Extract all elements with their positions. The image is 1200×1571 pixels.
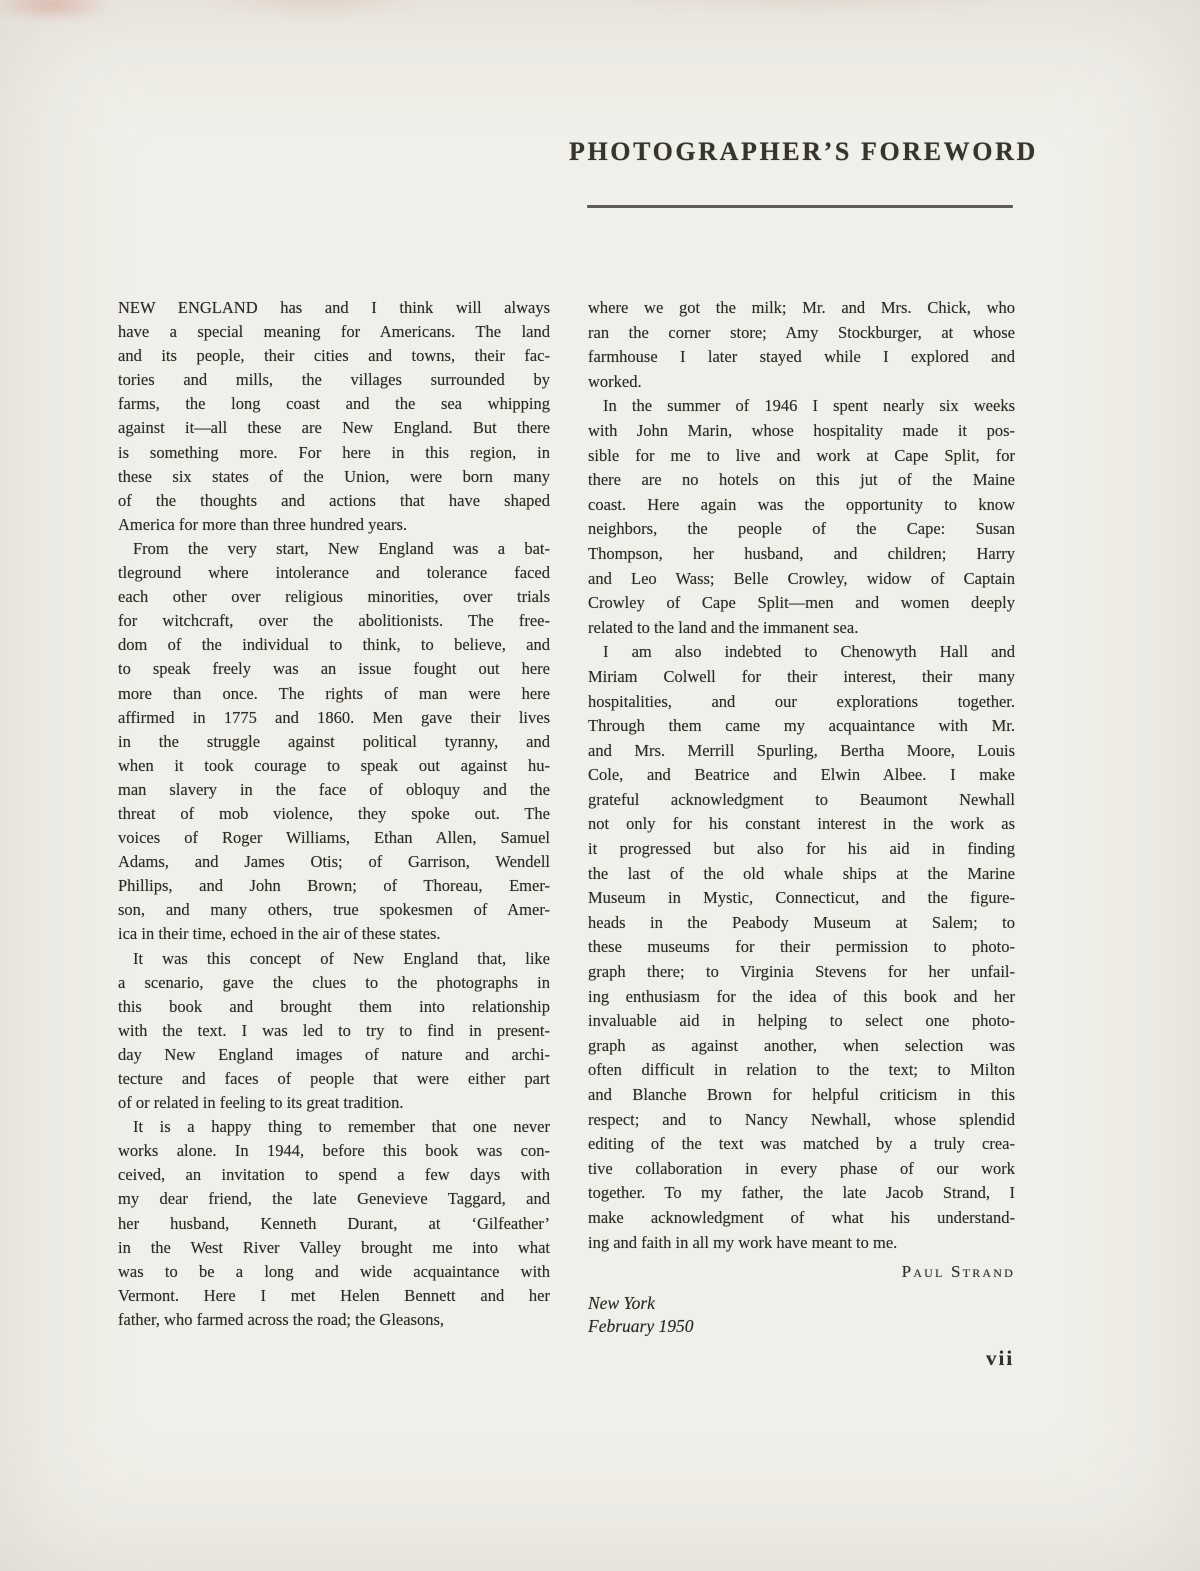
text-line: is something more. For here in this region, in — [118, 442, 550, 462]
paragraph — [118, 947, 550, 1116]
scan-artifact — [200, 0, 430, 16]
text-line: worked. — [588, 371, 642, 391]
paragraph — [118, 1115, 550, 1332]
text-line: coast. Here again was the opportunity to know — [588, 494, 1015, 514]
page-title: PHOTOGRAPHER’S FOREWORD — [569, 137, 1038, 166]
text-line: Thompson, her husband, and children; Harry — [588, 543, 1015, 563]
text-line: of or related in feeling to its great tradition. — [118, 1093, 404, 1113]
paragraph — [118, 537, 550, 947]
text-line: heads in the Peabody Museum at Salem; to — [588, 912, 1015, 932]
text-line: Phillips, and John Brown; of Thoreau, Emer- — [118, 876, 550, 896]
paragraph — [118, 296, 550, 537]
title-rule — [587, 205, 1013, 208]
dateline — [588, 1292, 1015, 1339]
text-line: more than once. The rights of man were here — [118, 683, 550, 703]
text-line: often difficult in relation to the text; to Milton — [588, 1060, 1015, 1080]
text-line: affirmed in 1775 and 1860. Men gave their lives — [118, 707, 550, 727]
text-line: against it—all these are New England. But there — [118, 418, 550, 438]
text-line: threat of mob violence, they spoke out. The — [118, 803, 550, 823]
text-line: Miriam Colwell for their interest, their many — [588, 666, 1015, 686]
dateline-date: February 1950 — [588, 1316, 694, 1337]
text-line: to speak freely was an issue fought out here — [118, 659, 550, 679]
right-column — [588, 296, 1015, 1339]
text-line: each other over religious minorities, over trials — [118, 587, 550, 607]
text-line: together. To my father, the late Jacob Strand, I — [588, 1183, 1015, 1203]
text-line: in the struggle against political tyranny, and — [118, 731, 550, 751]
text-line: not only for his constant interest in the work as — [588, 814, 1015, 834]
text-line: and Mrs. Merrill Spurling, Bertha Moore, Louis — [588, 740, 1015, 760]
author-signature: Paul Strand — [901, 1262, 1015, 1282]
text-line: NEW ENGLAND has and I think will always — [118, 298, 550, 317]
text-line: sible for me to live and work at Cape Split, for — [588, 445, 1015, 465]
text-line: farms, the long coast and the sea whipping — [118, 394, 550, 414]
scan-artifact — [0, 0, 112, 20]
text-line: her husband, Kenneth Durant, at ‘Gilfeather’ — [118, 1213, 550, 1233]
text-line: my dear friend, the late Genevieve Taggard, and — [118, 1189, 550, 1209]
text-line: Cole, and Beatrice and Elwin Albee. I make — [588, 765, 1015, 785]
text-line: man slavery in the face of obloquy and the — [118, 779, 550, 799]
text-line: ing and faith in all my work have meant to me. — [588, 1232, 898, 1252]
text-line: was to be a long and wide acquaintance with — [118, 1261, 550, 1281]
paragraph — [588, 296, 1015, 394]
text-line: ceived, an invitation to spend a few days with — [118, 1165, 550, 1185]
text-line: where we got the milk; Mr. and Mrs. Chick, who — [588, 298, 1015, 317]
text-line: in the West River Valley brought me into what — [118, 1237, 550, 1257]
text-line: for witchcraft, over the abolitionists. The free- — [118, 611, 550, 631]
text-line: hospitalities, and our explorations together. — [588, 691, 1015, 711]
text-line: there are no hotels on this jut of the Maine — [588, 470, 1015, 490]
text-line: In the summer of 1946 I spent nearly six weeks — [603, 396, 1015, 416]
text-line: tecture and faces of people that were either part — [118, 1069, 550, 1088]
text-line: editing of the text was matched by a truly crea- — [588, 1134, 1015, 1154]
text-line: Adams, and James Otis; of Garrison, Wendell — [118, 852, 550, 872]
text-line: Crowley of Cape Split—men and women deeply — [588, 593, 1015, 613]
left-column-text — [118, 296, 550, 1332]
text-line: of the thoughts and actions that have shaped — [118, 490, 550, 510]
text-line: works alone. In 1944, before this book was con- — [118, 1141, 550, 1161]
text-line: and Leo Wass; Belle Crowley, widow of Captain — [588, 568, 1015, 588]
text-line: tories and mills, the villages surrounded by — [118, 370, 550, 390]
text-line: ran the corner store; Amy Stockburger, at whose — [588, 322, 1015, 342]
right-column-text — [588, 296, 1015, 1255]
text-line: ica in their time, echoed in the air of these states. — [118, 924, 441, 944]
text-line: voices of Roger Williams, Ethan Allen, Samuel — [118, 828, 550, 848]
text-line: and its people, their cities and towns, their fac- — [118, 346, 550, 366]
text-line: related to the land and the immanent sea. — [588, 617, 859, 637]
left-column — [118, 296, 550, 1332]
text-line: father, who farmed across the road; the Gleasons, — [118, 1309, 445, 1329]
text-line: a scenario, gave the clues to the photographs in — [118, 972, 550, 992]
text-line: From the very start, New England was a bat- — [133, 538, 550, 558]
text-line: and Blanche Brown for helpful criticism in this — [588, 1085, 1015, 1104]
text-line: make acknowledgment of what his understand- — [588, 1207, 1015, 1227]
text-line: with the text. I was led to try to find in present- — [118, 1020, 550, 1040]
text-line: with John Marin, whose hospitality made it pos- — [588, 420, 1015, 440]
text-line: these museums for their permission to photo- — [588, 937, 1015, 957]
text-line: Vermont. Here I met Helen Bennett and her — [118, 1285, 550, 1305]
text-line: I am also indebted to Chenowyth Hall and — [603, 642, 1015, 662]
paragraph — [588, 394, 1015, 640]
page-number: vii — [986, 1346, 1015, 1370]
text-line: Museum in Mystic, Connecticut, and the figure- — [588, 888, 1015, 908]
text-line: tleground where intolerance and tolerance faced — [118, 563, 550, 583]
text-line: America for more than three hundred years. — [118, 514, 408, 534]
text-line: graph there; to Virginia Stevens for her unfail- — [588, 962, 1015, 982]
text-line: grateful acknowledgment to Beaumont Newhall — [588, 789, 1015, 809]
text-line: ing enthusiasm for the idea of this book and her — [588, 986, 1015, 1006]
text-line: the last of the old whale ships at the Marine — [588, 863, 1015, 883]
text-line: dom of the individual to think, to believe, and — [118, 635, 550, 655]
text-line: when it took courage to speak out against hu- — [118, 755, 550, 775]
text-line: tive collaboration in every phase of our work — [588, 1158, 1015, 1178]
text-line: It was this concept of New England that, like — [133, 948, 550, 968]
text-line: these six states of the Union, were born many — [118, 466, 550, 486]
text-line: It is a happy thing to remember that one never — [133, 1117, 550, 1137]
text-line: Through them came my acquaintance with Mr. — [588, 716, 1015, 736]
paragraph — [588, 640, 1015, 1255]
text-line: neighbors, the people of the Cape: Susan — [588, 519, 1015, 539]
text-line: respect; and to Nancy Newhall, whose splendid — [588, 1109, 1015, 1129]
text-line: invaluable aid in helping to select one photo- — [588, 1011, 1015, 1031]
scan-artifact — [600, 0, 1020, 12]
text-line: day New England images of nature and archi- — [118, 1044, 550, 1064]
text-line: this book and brought them into relationship — [118, 996, 550, 1016]
text-line: it progressed but also for his aid in finding — [588, 839, 1015, 859]
text-line: son, and many others, true spokesmen of Amer- — [118, 900, 550, 920]
text-line: graph as against another, when selection was — [588, 1035, 1015, 1055]
dateline-place: New York — [588, 1292, 655, 1313]
text-line: have a special meaning for Americans. The land — [118, 322, 550, 342]
text-line: farmhouse I later stayed while I explored and — [588, 347, 1015, 367]
